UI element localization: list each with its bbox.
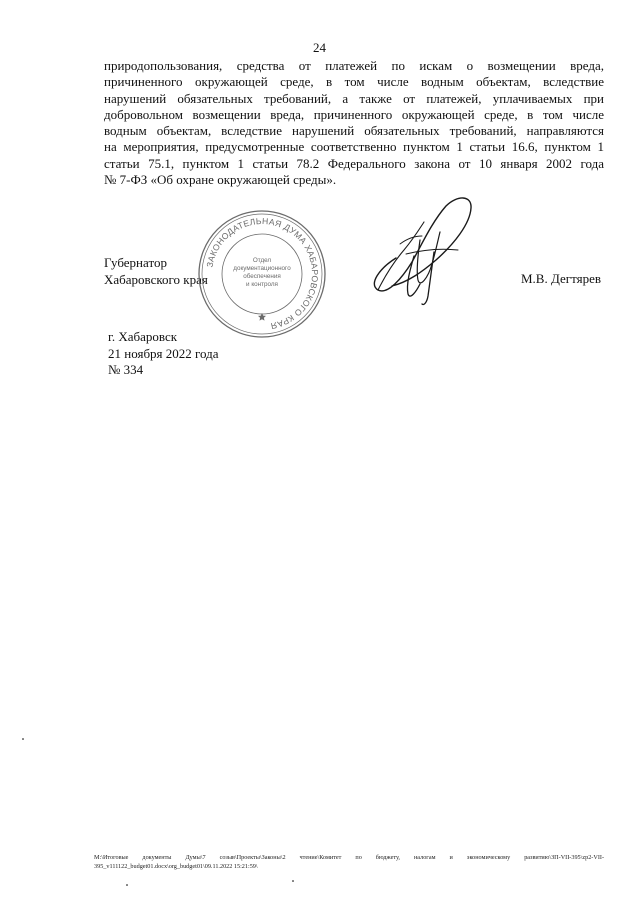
scan-speck bbox=[292, 880, 294, 882]
text-line: статьи 75.1, пунктом 1 статьи 78.2 Федерального закона от 10 января 2002 года bbox=[104, 155, 604, 171]
text-line: причиненного окружающей среде, в том числе водным объектам, вследствие bbox=[104, 74, 604, 90]
city: г. Хабаровск bbox=[108, 329, 178, 344]
text-line: на мероприятия, предусмотренные соответственно пунктом 1 статьи 16.6, пунктом 1 bbox=[104, 139, 604, 155]
text-line: водным объектам, вследствие нарушений обязательных требований, направляются bbox=[104, 123, 604, 139]
document-number: № 334 bbox=[108, 362, 144, 377]
signatory-region: Хабаровского края bbox=[104, 272, 208, 287]
text-line: нарушений обязательных требований, а также от платежей, уплачиваемых при bbox=[104, 90, 604, 106]
text-line: природопользования, средства от платежей по искам о возмещении вреда, bbox=[104, 58, 604, 73]
footer-line: M:\Итоговые документы Думы\7 созыв\Проекты\Законы\2 чтение\Комитет по бюджету, налогам и экономическому развитию\ЗП-VII-395\zp2-VII- bbox=[94, 854, 604, 861]
handwritten-signature bbox=[362, 192, 480, 308]
scan-speck bbox=[22, 738, 24, 740]
scan-speck bbox=[126, 884, 128, 886]
page-number: 24 bbox=[313, 40, 326, 55]
stamp-center-line: Отдел bbox=[252, 257, 272, 264]
file-path-footer bbox=[94, 854, 604, 871]
law-text-paragraph bbox=[104, 58, 604, 188]
signatory-title bbox=[104, 254, 208, 288]
stamp-ring-text: ЗАКОНОДАТЕЛЬНАЯ ДУМА ХАБАРОВСКОГО КРАЯ bbox=[204, 215, 321, 332]
document-details bbox=[108, 329, 219, 379]
stamp-center-line: и контроля bbox=[246, 281, 278, 288]
signatory-position: Губернатор bbox=[104, 255, 167, 270]
stamp-center-line: обеспечения bbox=[243, 273, 281, 280]
footer-line: 395_v111122_budget01.docx\org_budget01\09.11.2022 15:21:59\ bbox=[94, 862, 258, 870]
document-date: 21 ноября 2022 года bbox=[108, 345, 219, 361]
text-line: добровольном возмещении вреда, причиненного окружающей среде, в том числе bbox=[104, 106, 604, 122]
stamp-center-line: документационного bbox=[233, 265, 291, 272]
text-line: № 7-ФЗ «Об охране окружающей среды». bbox=[104, 172, 337, 188]
signatory-name: М.В. Дегтярев bbox=[520, 271, 601, 286]
official-stamp bbox=[196, 208, 328, 340]
